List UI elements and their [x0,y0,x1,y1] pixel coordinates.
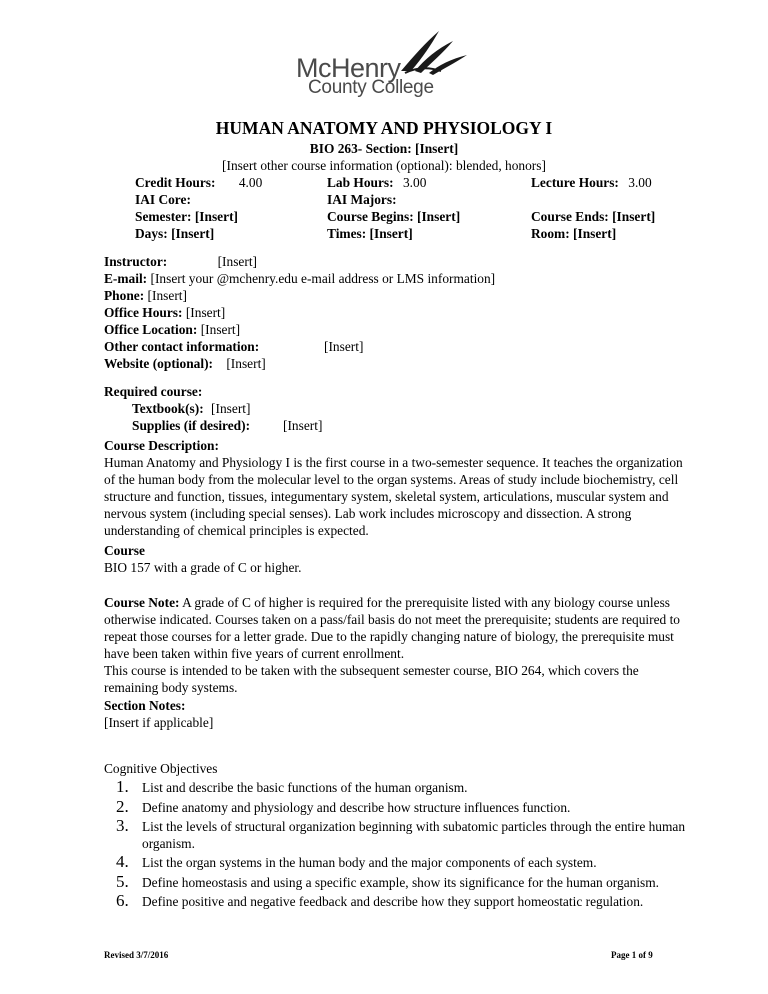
logo-text-mchenry: McHenry [296,53,401,83]
lecture-hours-label: Lecture Hours: [531,175,619,190]
phone-value: [Insert] [147,288,187,303]
supplies-label: Supplies (if desired): [132,418,251,433]
website-value: [Insert] [226,356,266,371]
office-hours-label: Office Hours: [104,305,183,320]
website-row [104,355,266,372]
course-description-text: Human Anatomy and Physiology I is the first course in a two-semester sequence. It teaches the organization of the human body from the molecular level to the organ systems. Areas of study include biochemistry, cell structure and function, tissues, integumentary system, skeletal system, articulations, muscular system and nervous system (including special senses). Lab work includes microscopy and dissection. A strong understanding of chemical principles is expected. [104,455,683,538]
list-item: 6. Define positive and negative feedback and describe how they support homeostatic regulation. [116,891,644,910]
supplies-value: [Insert] [283,418,323,433]
days: Days: [Insert] [135,226,215,241]
section-notes-text: [Insert if applicable] [104,715,214,730]
course-description-heading: Course Description: [104,438,219,453]
phone-label: Phone: [104,288,145,303]
section-notes [104,697,692,731]
lecture-hours [531,174,652,191]
course-ends: Course Ends: [Insert] [531,209,656,224]
revised-date: Revised 3/7/2016 [104,950,169,960]
list-item: 5. Define homeostasis and using a specific example, show its significance for the human organism. [116,871,660,891]
instructor-row [104,253,257,270]
room: Room: [Insert] [531,226,617,241]
textbook-value: [Insert] [211,401,251,416]
email-row [104,270,495,287]
supplies-row [132,417,250,434]
website-label: Website (optional): [104,356,213,371]
instructor-label: Instructor: [104,254,168,269]
other-contact-row [104,338,259,355]
iai-core: IAI Core: [135,192,191,207]
other-contact-label: Other contact information: [104,339,260,354]
lab-hours [327,174,426,191]
other-course-info: [Insert other course information (optional): blended, honors] [222,158,546,173]
list-item: 4. List the organ systems in the human body and the major components of each system. [116,852,597,871]
leaf-icon [395,27,475,77]
document-title: HUMAN ANATOMY AND PHYSIOLOGY I [215,118,553,138]
section-notes-heading: Section Notes: [104,698,186,713]
course-begins: Course Begins: [Insert] [327,209,461,224]
logo-text-county-college: County College [308,77,434,98]
credit-hours-label: Credit Hours: [135,175,216,190]
prerequisite [104,542,692,576]
lecture-hours-value: 3.00 [628,175,652,190]
lab-hours-value: 3.00 [402,175,427,190]
office-location-row [104,321,240,338]
office-location-label: Office Location: [104,322,198,337]
semester: Semester: [Insert] [135,209,238,224]
email-value: [Insert your @mchenry.edu e-mail address or LMS information] [150,271,496,286]
office-location-value: [Insert] [200,322,241,337]
list-item: 1. List and describe the basic functions of the human organism. [116,777,468,796]
prerequisite-text: BIO 157 with a grade of C or higher. [104,560,302,575]
objectives-heading: Cognitive Objectives [104,761,218,776]
other-contact-value: [Insert] [324,339,364,354]
times: Times: [Insert] [327,226,413,241]
course-note-heading: Course Note: [104,595,180,610]
objectives-list [104,777,704,914]
textbook-label: Textbook(s): [132,401,204,416]
credit-hours [135,174,262,191]
course-note-text: A grade of C of higher is required for the prerequisite listed with any biology course unless otherwise indicated. Courses taken on a pass/fail basis do not meet the prerequisite; students are required to repeat those courses for a letter grade. Due to the rapidly changing nature of biology, the prerequisite must have been taken within five years of current enrollment. [104,595,681,661]
email-label: E-mail: [104,271,148,286]
instructor-value: [Insert] [217,254,258,269]
phone-row [104,287,187,304]
required-course-label: Required course: [104,384,203,399]
course-description [104,437,692,539]
course-note-text-2: This course is intended to be taken with the subsequent semester course, BIO 264, which covers the remaining body systems. [104,663,639,695]
iai-majors: IAI Majors: [327,192,397,207]
course-note [104,594,692,696]
office-hours-row [104,304,225,321]
textbook-row [132,400,250,417]
credit-hours-value: 4.00 [238,175,263,190]
course-line: BIO 263- Section: [Insert] [309,141,459,156]
college-logo [0,0,768,110]
list-item: 3. List the levels of structural organization beginning with subatomic particles through the entire human organism. [116,816,686,851]
office-hours-value: [Insert] [185,305,226,320]
lab-hours-label: Lab Hours: [327,175,394,190]
prerequisite-heading: Course [104,543,145,558]
list-item: 2. Define anatomy and physiology and describe how structure influences function. [116,796,571,816]
page-number: Page 1 of 9 [611,950,653,960]
